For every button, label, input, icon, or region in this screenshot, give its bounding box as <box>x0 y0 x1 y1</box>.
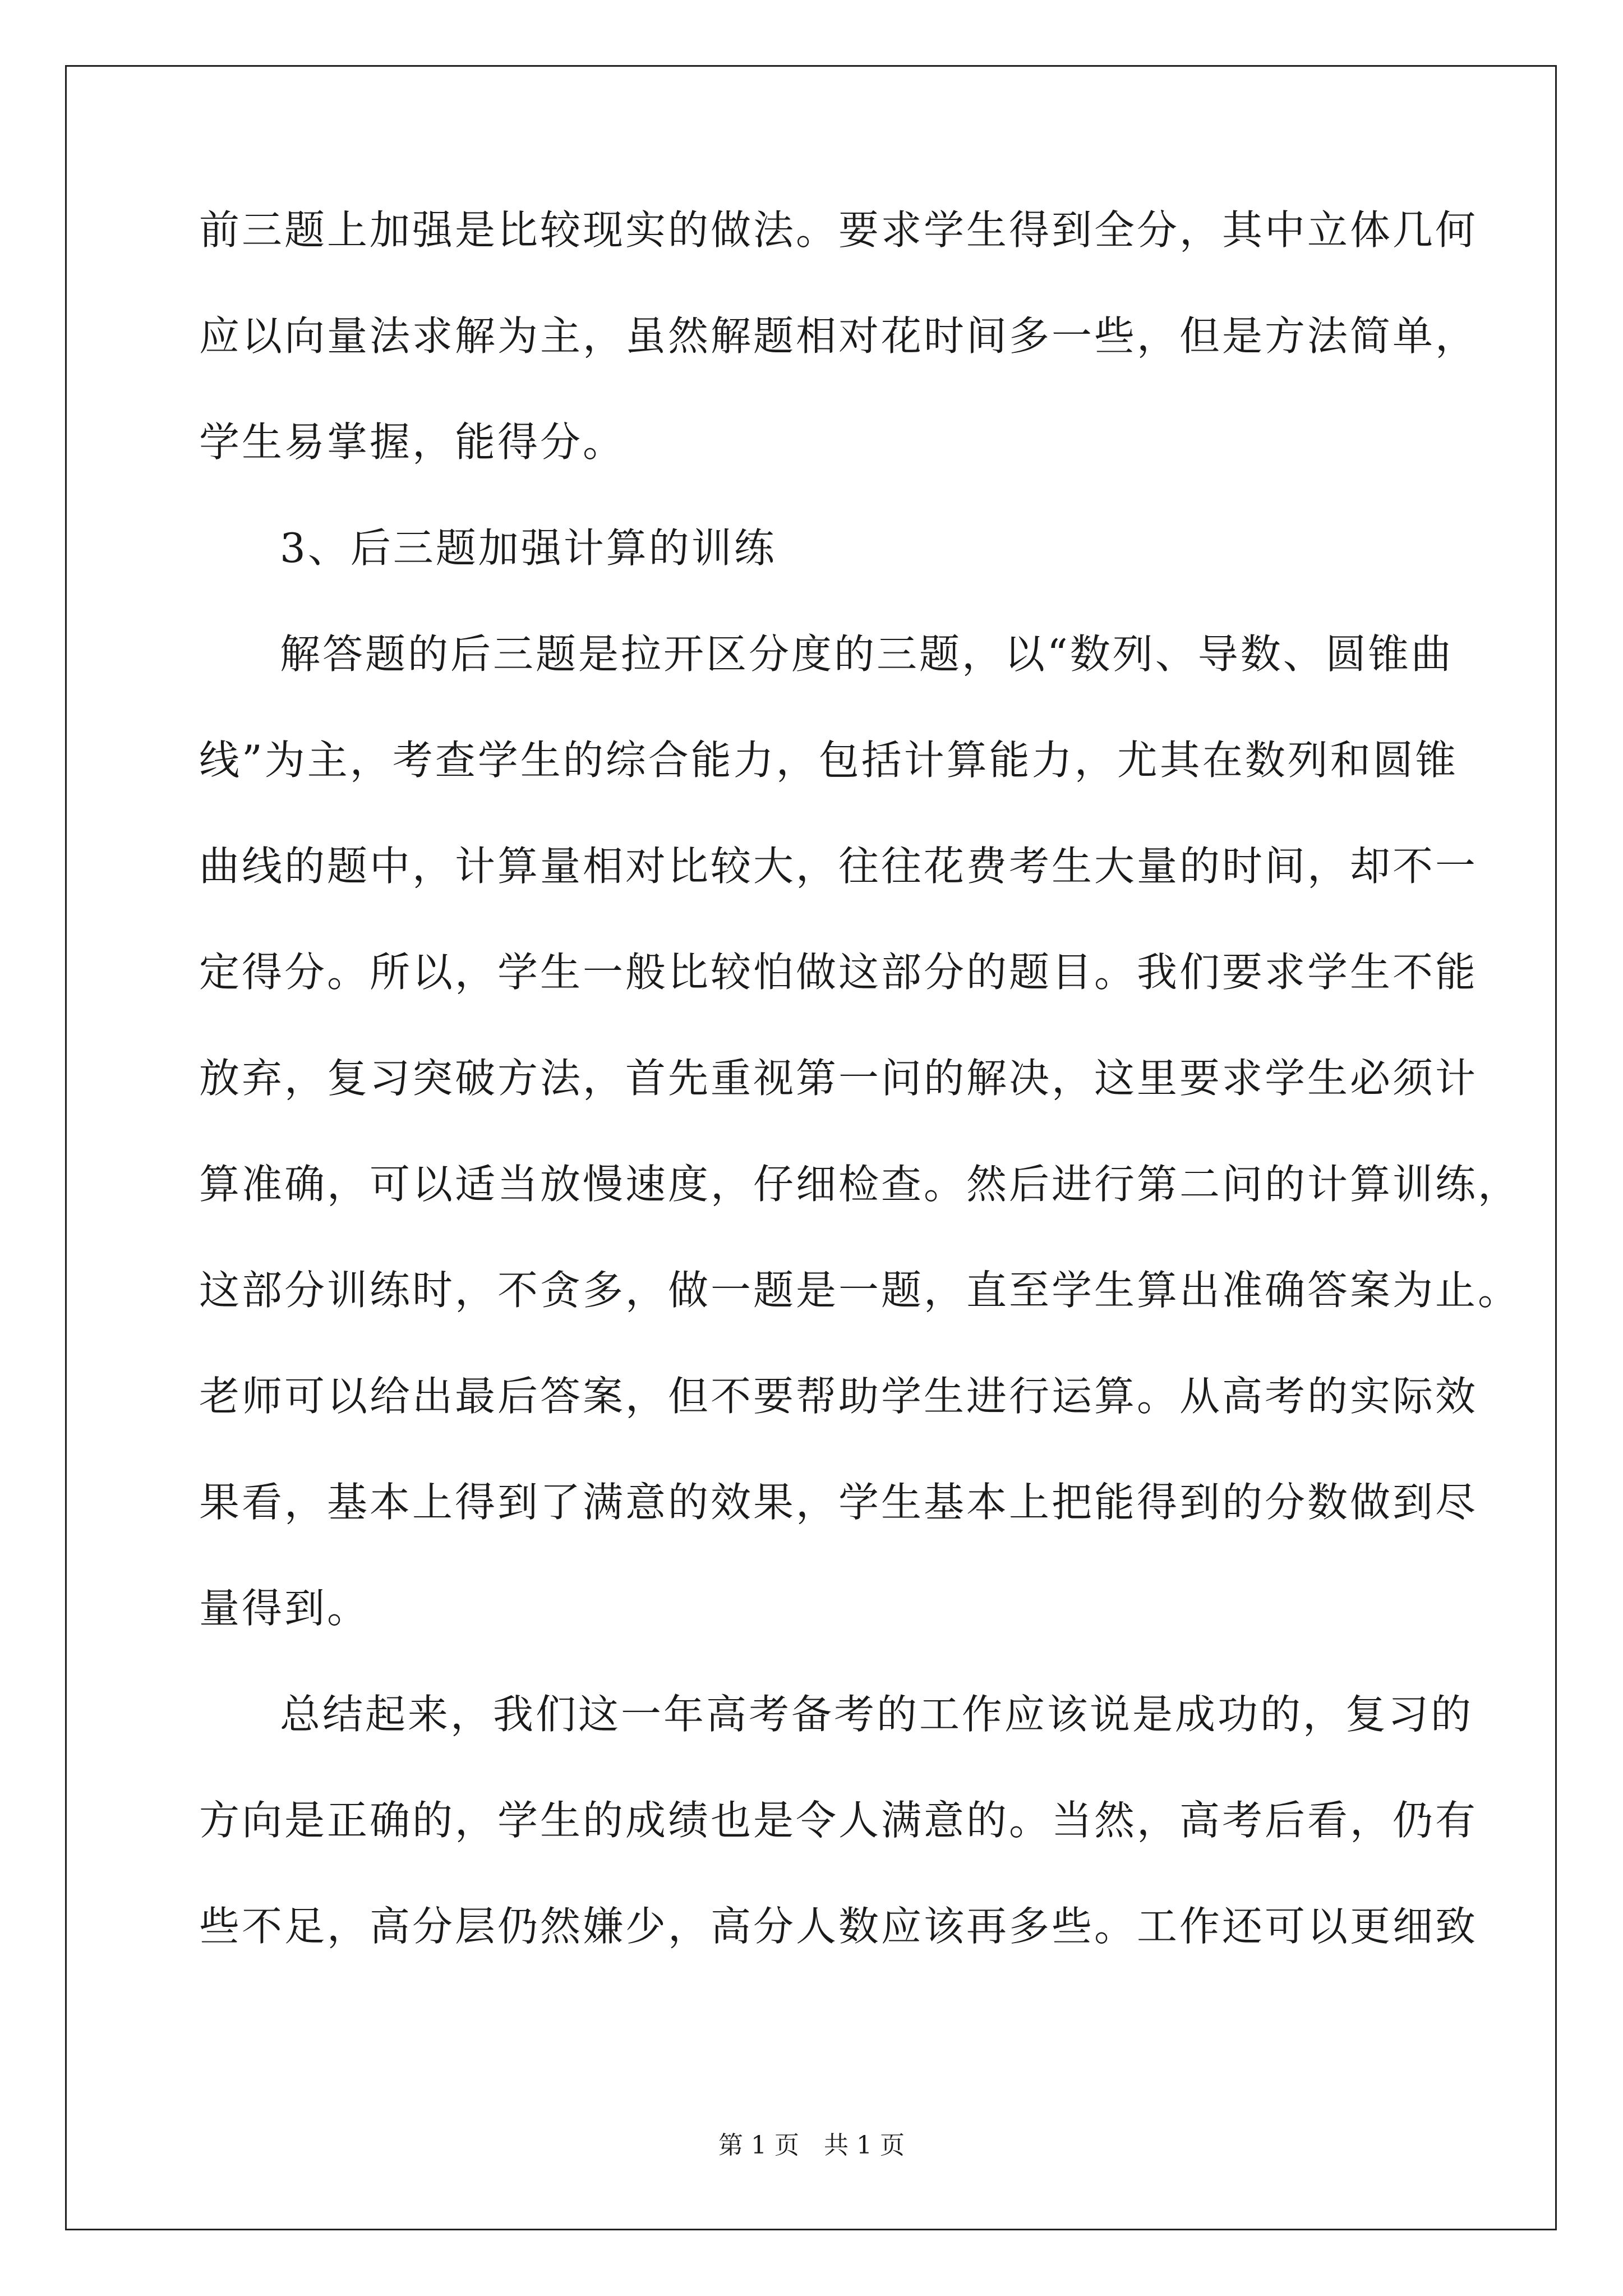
text-line-2: 应以向量法求解为主，虽然解题相对花时间多一些，但是方法简单， <box>199 312 1478 360</box>
text-line-12: 老师可以给出最后答案，但不要帮助学生进行运算。从高考的实际效 <box>199 1373 1478 1420</box>
text-line-11: 这部分训练时，不贪多，做一题是一题，直至学生算出准确答案为止。 <box>199 1267 1521 1314</box>
text-line-3: 学生易掌握，能得分。 <box>199 418 626 466</box>
text-line-17: 些不足，高分层仍然嫌少，高分人数应该再多些。工作还可以更细致 <box>199 1903 1478 1950</box>
text-line-5: 解答题的后三题是拉开区分度的三题，以“数列、导数、圆锥曲 <box>280 631 1454 678</box>
text-line-10: 算准确，可以适当放慢速度，仔细检查。然后进行第二问的计算训练， <box>199 1161 1521 1208</box>
text-line-8: 定得分。所以，学生一般比较怕做这部分的题目。我们要求学生不能 <box>199 949 1478 996</box>
text-line-13: 果看，基本上得到了满意的效果，学生基本上把能得到的分数做到尽 <box>199 1479 1478 1526</box>
text-line-15: 总结起来，我们这一年高考备考的工作应该说是成功的，复习的 <box>280 1691 1474 1738</box>
text-line-1: 前三题上加强是比较现实的做法。要求学生得到全分，其中立体几何 <box>199 206 1478 254</box>
text-line-6: 线”为主，考查学生的综合能力，包括计算能力，尤其在数列和圆锥 <box>199 737 1458 784</box>
page-footer: 第 1 页 共 1 页 <box>718 2131 905 2160</box>
text-line-9: 放弃，复习突破方法，首先重视第一问的解决，这里要求学生必须计 <box>199 1055 1478 1102</box>
text-line-14: 量得到。 <box>199 1585 370 1632</box>
text-line-7: 曲线的题中，计算量相对比较大，往往花费考生大量的时间，却不一 <box>199 843 1478 890</box>
text-line-16: 方向是正确的，学生的成绩也是令人满意的。当然，高考后看，仍有 <box>199 1797 1478 1844</box>
section-heading: 3、后三题加强计算的训练 <box>280 524 777 572</box>
